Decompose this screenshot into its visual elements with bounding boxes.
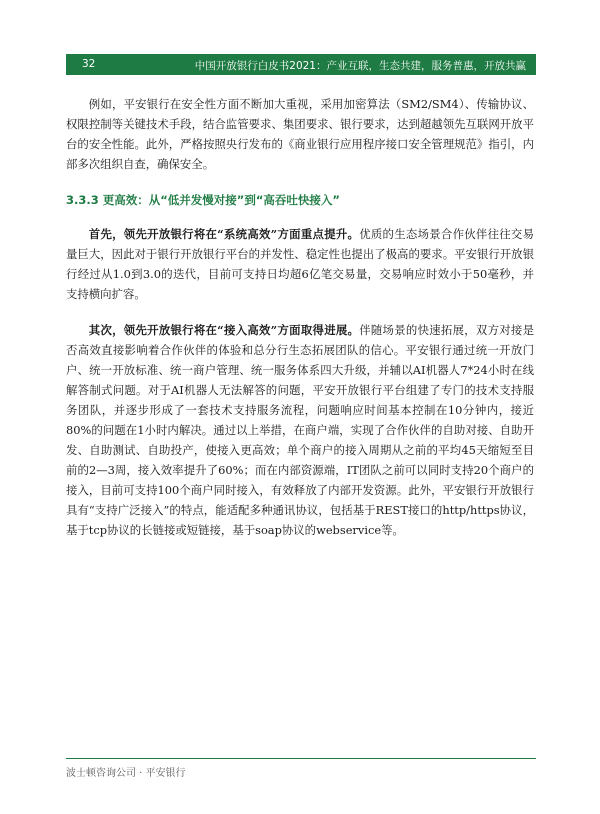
paragraph-body: 伴随场景的快速拓展，双方对接是否高效直接影响着合作伙伴的体验和总分行生态拓展团队的信心。平安银行通过统一开放门户、统一开放标准、统一商户管理、统一服务体系四大升级，并辅以AI机器人7*24小时在线解答制式问题。对于AI机器人无法解答的问题，平安开放银行平台组建了专门的技术支持服务团队，并逐步形成了一套技术支持服务流程，问题响应时间基本控制在10分钟内，接近80%的问题在1小时内解决。通过以上举措，在商户端，实现了合作伙伴的自助对接、自助开发、自助测试、自助投产，使接入更高效；单个商户的接入周期从之前的平均45天缩短至目前的2—3周，接入效率提升了60%；而在内部资源端，IT团队之前可以同时支持20个商户的接入，目前可支持100个商户同时接入，有效释放了内部开发资源。此外，平安银行开放银行具有“支持广泛接入”的特点，能适配多种通讯协议，包括基于REST接口的http/https协议，基于tcp协议的长链接或短链接，基于soap协议的webservice等。 — [66, 323, 534, 537]
paragraph-lead: 首先，领先开放银行将在“系统高效”方面重点提升。 — [88, 227, 360, 241]
footer-divider — [66, 758, 536, 759]
paragraph-system-efficiency — [66, 224, 534, 304]
header-bar — [66, 54, 536, 75]
footer-credit: 波士顿咨询公司 · 平安银行 — [66, 768, 186, 779]
paragraph-security: 例如，平安银行在安全性方面不断加大重视，采用加密算法（SM2/SM4）、传输协议、权限控制等关键技术手段，结合监管要求、集团要求、银行要求，达到超越领先互联网开放平台的安全性能。此外，严格按照央行发布的《商业银行应用程序接口安全管理规范》指引，内部多次组织自查，确保安全。 — [66, 97, 534, 171]
section-heading: 3.3.3 更高效：从“低并发慢对接”到“高吞吐快接入” — [66, 193, 340, 207]
header-title: 中国开放银行白皮书2021：产业互联，生态共建，服务普惠，开放共赢 — [194, 60, 526, 72]
paragraph-access-efficiency — [66, 320, 534, 540]
paragraph-lead: 其次，领先开放银行将在“接入高效”方面取得进展。 — [88, 323, 360, 337]
main-content — [66, 94, 534, 540]
paragraph-body: 优质的生态场景合作伙伴往往交易量巨大，因此对于银行开放银行平台的并发性、稳定性也提出了极高的要求。平安银行开放银行经过从1.0到3.0的迭代，目前可支持日均超6亿笔交易量，交易响应时效小于50毫秒，并支持横向扩容。 — [66, 227, 534, 301]
page-number: 32 — [82, 58, 96, 70]
